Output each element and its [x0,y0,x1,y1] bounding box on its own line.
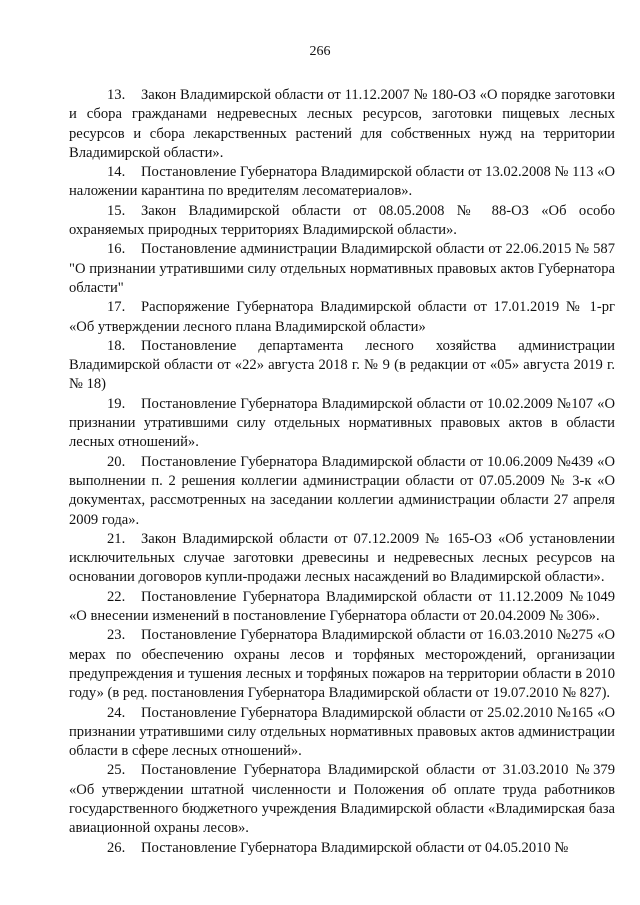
list-item [69,86,615,163]
item-number: 13. [107,87,126,103]
item-number: 14. [107,164,126,181]
list-item [69,588,615,627]
list-item [69,453,615,530]
list-item [69,761,615,838]
list-item [69,395,615,453]
item-text: Закон Владимирской области от 11.12.2007 № 180-ОЗ «О порядке заготовки и сбора гражданами недревесных лесных ресурсов, заготовки пищевых лесных ресурсов и сбора лекарственных растений для собственных нужд на территории Владимирской области». [69,87,615,161]
item-number: 26. [107,839,126,856]
item-text: Постановление Губернатора Владимирской области от 13.02.2008 № 113 «О наложении карантина по вредителям лесоматериалов». [69,164,615,200]
item-text: Закон Владимирской области от 07.12.2009 № 165-ОЗ «Об установлении исключительных случае заготовки древесины и недревесных лесных ресурсов на основании договоров купли-продажи лесных насаждений во Владимирской области». [69,530,615,586]
item-number: 22. [107,588,126,605]
item-text: Постановление Губернатора Владимирской области от 10.06.2009 №439 «О выполнении п. 2 решения коллегии администрации области от 07.05.2009 № 3-к «О документах, рассмотренных на заседании коллегии администрации области 27 апреля 2009 года». [69,453,615,528]
item-text: Постановление Губернатора Владимирской области от 31.03.2010 №379 «Об утверждении штатной численности и Положения об оплате труда работников государственного бюджетного учреждения Владимирской области «Владимирская база авиационной охраны лесов». [69,762,615,837]
page-number: 266 [309,44,331,59]
item-number: 21. [107,530,126,547]
list-item [69,240,615,298]
item-text: Постановление Губернатора Владимирской области от 25.02.2010 №165 «О признании утратившими силу отдельных нормативных правовых актов администрации области в сфере лесных отношений». [69,704,615,760]
item-number: 20. [107,453,126,470]
item-text: Постановление департамента лесного хозяйства администрации Владимирской области от «22» августа 2018 г. № 9 (в редакции от «05» августа 2019 г. № 18) [69,337,615,393]
list-item [69,202,615,241]
list-item [69,839,615,858]
list-item [69,163,615,202]
item-number: 15. [107,202,126,219]
item-number: 25. [107,762,126,779]
list-item [69,626,615,703]
item-text: Постановление администрации Владимирской области от 22.06.2015 № 587 "О признании утратившими силу отдельных нормативных правовых актов Губернатора области" [69,241,615,296]
item-text: Распоряжение Губернатора Владимирской области от 17.01.2019 № 1-рг «Об утверждении лесного плана Владимирской области» [69,299,615,335]
item-text: Закон Владимирской области от 08.05.2008 № 88-ОЗ «Об особо охраняемых природных территориях Владимирской области». [69,202,615,239]
item-number: 18. [107,337,126,354]
item-number: 19. [107,395,126,412]
item-number: 17. [107,299,126,316]
item-text: Постановление Губернатора Владимирской области от 11.12.2009 №1049 «О внесении изменений в постановление Губернатора области от 20.04.2009 № 306». [69,588,615,625]
list-item [69,530,615,588]
list-item [69,298,615,337]
list-item [69,704,615,762]
list-item [69,337,615,395]
item-number: 16. [107,241,126,258]
item-text: Постановление Губернатора Владимирской области от 10.02.2009 №107 «О признании утратившими силу отдельных нормативных правовых актов в области лесных отношений». [69,395,615,451]
item-number: 23. [107,627,126,644]
document-body [69,86,615,858]
item-number: 24. [107,704,126,721]
item-text: Постановление Губернатора Владимирской области от 04.05.2010 № [141,839,569,856]
item-text: Постановление Губернатора Владимирской области от 16.03.2010 №275 «О мерах по обеспечению охраны лесов и торфяных месторождений, организации предупреждения и тушения лесных и торфяных пожаров на территории области в 2010 году» (в ред. постановления Губернатора Владимирской области от 19.07.2010 № 827). [69,627,615,702]
